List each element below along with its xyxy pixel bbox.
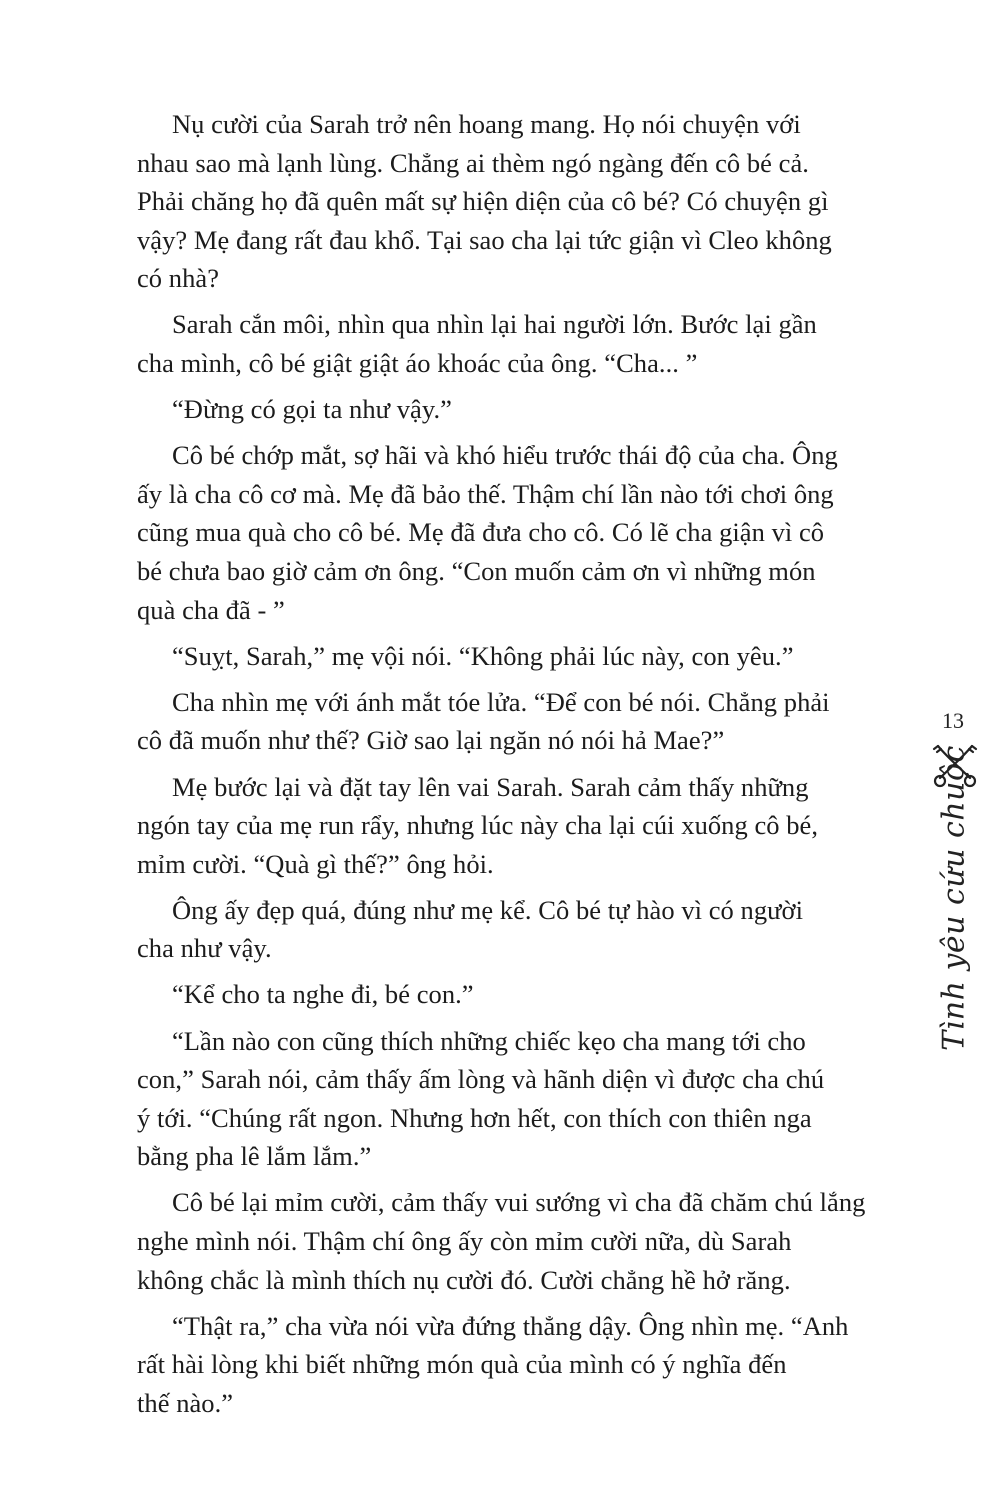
text-line: Ông ấy đẹp quá, đúng như mẹ kể. Cô bé tự hào vì có người [172, 894, 804, 925]
text-line: con,” Sarah nói, cảm thấy ấm lòng và hãnh diện vì được cha chú [137, 1064, 825, 1095]
text-line: Mẹ bước lại và đặt tay lên vai Sarah. Sarah cảm thấy những [172, 771, 809, 802]
text-line: cha như vậy. [137, 933, 272, 964]
paragraph [137, 305, 879, 382]
text-line: cha mình, cô bé giật giật áo khoác của ông. “Cha... ” [137, 348, 698, 379]
text-line: mỉm cười. “Quà gì thế?” ông hỏi. [137, 848, 494, 879]
text-line: “Suỵt, Sarah,” mẹ vội nói. “Không phải lúc này, con yêu.” [172, 640, 794, 671]
text-line: nhau sao mà lạnh lùng. Chẳng ai thèm ngó ngàng đến cô bé cả. [137, 147, 809, 178]
text-line: “Đừng có gọi ta như vậy.” [172, 394, 452, 425]
paragraph [137, 1022, 879, 1176]
paragraph [137, 1307, 879, 1423]
text-line: cũng mua quà cho cô bé. Mẹ đã đưa cho cô. Có lẽ cha giận vì cô [137, 517, 825, 548]
text-line: ý tới. “Chúng rất ngon. Nhưng hơn hết, con thích con thiên nga [137, 1102, 812, 1133]
text-line: không chắc là mình thích nụ cười đó. Cười chẳng hề hở răng. [137, 1264, 791, 1295]
text-line: nghe mình nói. Thậm chí ông ấy còn mỉm cười nữa, dù Sarah [137, 1226, 792, 1257]
text-line: “Thật ra,” cha vừa nói vừa đứng thẳng dậy. Ông nhìn mẹ. “Anh [172, 1310, 849, 1341]
body-text [137, 105, 879, 1430]
text-line: quà cha đã - ” [137, 594, 285, 625]
text-line: bé chưa bao giờ cảm ơn ông. “Con muốn cảm ơn vì những món [137, 556, 816, 587]
page-number: 13 [942, 708, 964, 733]
text-line: có nhà? [137, 263, 220, 294]
text-line: Cô bé chớp mắt, sợ hãi và khó hiểu trước thái độ của cha. Ông [172, 440, 838, 471]
paragraph [137, 436, 879, 629]
text-line: “Lần nào con cũng thích những chiếc kẹo cha mang tới cho [172, 1025, 806, 1056]
text-line: “Kể cho ta nghe đi, bé con.” [172, 979, 474, 1010]
text-line: bằng pha lê lắm lắm.” [137, 1141, 372, 1172]
text-line: rất hài lòng khi biết những món quà của mình có ý nghĩa đến [137, 1349, 787, 1380]
paragraph [137, 390, 879, 429]
text-line: vậy? Mẹ đang rất đau khổ. Tại sao cha lại tức giận vì Cleo không [137, 224, 832, 255]
text-line: Cô bé lại mỉm cười, cảm thấy vui sướng vì cha đã chăm chú lắng [172, 1187, 866, 1218]
text-line: thế nào.” [137, 1387, 234, 1418]
text-line: cô đã muốn như thế? Giờ sao lại ngăn nó nói hả Mae?” [137, 725, 725, 756]
paragraph [137, 637, 879, 676]
paragraph [137, 683, 879, 760]
text-line: Cha nhìn mẹ với ánh mắt tóe lửa. “Để con bé nói. Chẳng phải [172, 686, 830, 717]
text-line: Nụ cười của Sarah trở nên hoang mang. Họ nói chuyện với [172, 109, 801, 139]
paragraph [137, 768, 879, 884]
paragraph [137, 1183, 879, 1299]
paragraph [137, 891, 879, 968]
paragraph [137, 105, 879, 298]
text-line: ấy là cha cô cơ mà. Mẹ đã bảo thế. Thậm chí lần nào tới chơi ông [137, 478, 834, 509]
text-line: ngón tay của mẹ run rẩy, nhưng lúc này cha lại cúi xuống cô bé, [137, 810, 819, 841]
text-line: Phải chăng họ đã quên mất sự hiện diện của cô bé? Có chuyện gì [137, 186, 829, 217]
paragraph [137, 975, 879, 1014]
text-line: Sarah cắn môi, nhìn qua nhìn lại hai người lớn. Bước lại gần [172, 309, 817, 340]
running-title: Tình yêu cứu chuộc [936, 745, 972, 1051]
